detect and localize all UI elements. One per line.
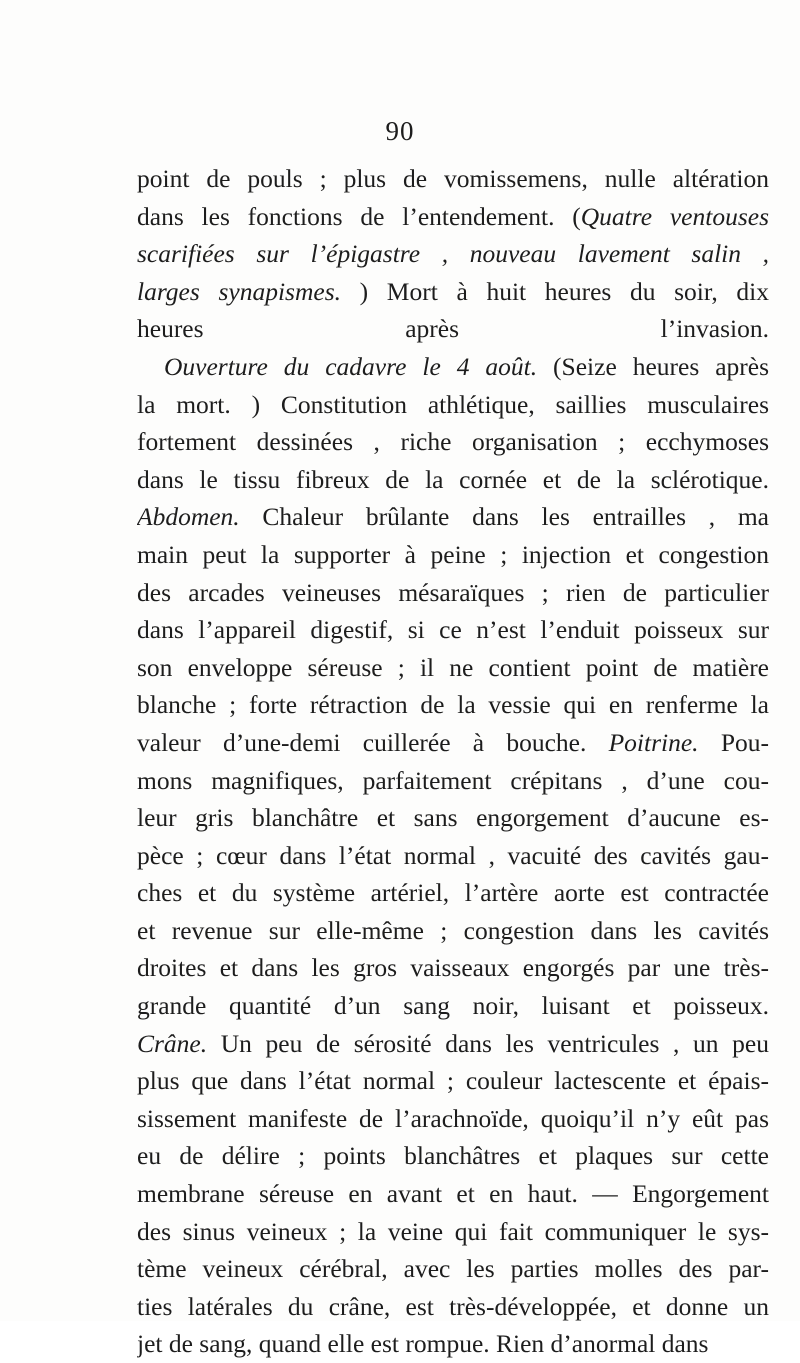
text-line <box>137 874 769 912</box>
text-segment: ) Mort à huit heures du soir, dix <box>341 276 769 306</box>
text-segment: dans les fonctions de l’entendement. ( <box>137 201 581 231</box>
italic-text: Crâne. <box>137 1028 208 1058</box>
text-segment: main peut la supporter à peine ; injection et congestion <box>137 539 769 569</box>
text-segment: des sinus veineux ; la veine qui fait communiquer le sys- <box>137 1216 769 1246</box>
text-line <box>137 273 769 311</box>
text-line <box>137 837 769 875</box>
text-line <box>137 686 769 724</box>
text-segment: blanche ; forte rétraction de la vessie qui en renferme la <box>137 690 769 720</box>
text-line <box>137 762 769 800</box>
text-line <box>137 386 769 424</box>
text-line <box>137 1062 769 1100</box>
text-line <box>137 574 769 612</box>
text-segment: membrane séreuse en avant et en haut. — Engorgement <box>137 1179 769 1209</box>
text-line <box>137 949 769 987</box>
text-segment: ches et du système artériel, l’artère aorte est contractée <box>137 878 769 908</box>
text-segment: ties latérales du crâne, est très-développée, et donne un <box>137 1291 769 1321</box>
text-line <box>137 799 769 837</box>
text-segment: Chaleur brûlante dans les entrailles , ma <box>239 502 769 532</box>
text-line <box>137 1213 769 1251</box>
text-segment: dans le tissu fibreux de la cornée et de la sclérotique. <box>137 464 769 494</box>
text-line <box>137 461 769 499</box>
text-line <box>137 348 769 386</box>
text-line <box>137 1175 769 1213</box>
italic-text: Quatre ventouses <box>580 201 769 231</box>
text-line <box>137 912 769 950</box>
text-line <box>137 611 769 649</box>
text-line <box>137 536 769 574</box>
italic-text: Ouverture du cadavre le 4 août. <box>164 351 538 381</box>
italic-text: Poitrine. <box>608 727 699 757</box>
text-segment: mons magnifiques, parfaitement crépitans , d’une cou- <box>137 765 769 795</box>
text-line <box>137 198 769 236</box>
text-line <box>137 987 769 1025</box>
text-segment: grande quantité d’un sang noir, luisant et poisseux. <box>137 991 769 1021</box>
text-line <box>137 423 769 461</box>
italic-text: scarifiées sur l’épigastre , nouveau lavement salin , <box>137 239 769 269</box>
text-line <box>137 1288 769 1326</box>
text-segment: valeur d’une-demi cuillerée à bouche. <box>137 727 609 757</box>
text-segment: plus que dans l’état normal ; couleur lactescente et épais- <box>137 1066 769 1096</box>
text-segment: dans l’appareil digestif, si ce n’est l’enduit poisseux sur <box>137 615 769 645</box>
text-segment: (Seize heures après <box>537 351 769 381</box>
text-segment: pèce ; cœur dans l’état normal , vacuité des cavités gau- <box>137 840 769 870</box>
text-segment: point de pouls ; plus de vomissemens, nulle altération <box>137 164 769 193</box>
text-line <box>137 235 769 273</box>
text-line <box>137 1250 769 1288</box>
body-text <box>137 160 769 1363</box>
italic-text: larges synapismes. <box>137 276 341 306</box>
text-line <box>137 160 769 198</box>
text-line <box>137 498 769 536</box>
text-segment: heures après l’invasion. <box>137 314 769 344</box>
text-segment: leur gris blanchâtre et sans engorgement d’aucune es- <box>137 803 769 833</box>
text-segment: son enveloppe séreuse ; il ne contient point de matière <box>137 652 769 682</box>
text-line <box>137 1025 769 1063</box>
text-line <box>137 1100 769 1138</box>
text-segment: sissement manifeste de l’arachnoïde, quoiqu’il n’y eût pas <box>137 1103 769 1133</box>
page-number: 90 <box>385 116 415 146</box>
text-segment: des arcades veineuses mésaraïques ; rien de particulier <box>137 577 769 607</box>
text-segment: tème veineux cérébral, avec les parties molles des par- <box>137 1254 769 1284</box>
text-segment: droites et dans les gros vaisseaux engorgés par une très- <box>137 953 769 983</box>
text-line <box>137 649 769 687</box>
text-segment: et revenue sur elle-même ; congestion dans les cavités <box>137 915 769 945</box>
text-segment: eu de délire ; points blanchâtres et plaques sur cette <box>137 1141 769 1171</box>
text-line <box>137 724 769 762</box>
text-line <box>137 1325 769 1363</box>
text-segment: la mort. ) Constitution athlétique, saillies musculaires <box>137 389 769 419</box>
italic-text: Abdomen. <box>137 502 240 532</box>
text-line <box>137 310 769 348</box>
text-line <box>137 1137 769 1175</box>
text-segment: jet de sang, quand elle est rompue. Rien d’anormal dans <box>137 1329 709 1359</box>
text-segment: Un peu de sérosité dans les ventricules , un peu <box>207 1028 769 1058</box>
text-segment: Pou- <box>698 727 769 757</box>
text-segment: fortement dessinées , riche organisation ; ecchymoses <box>137 427 769 457</box>
